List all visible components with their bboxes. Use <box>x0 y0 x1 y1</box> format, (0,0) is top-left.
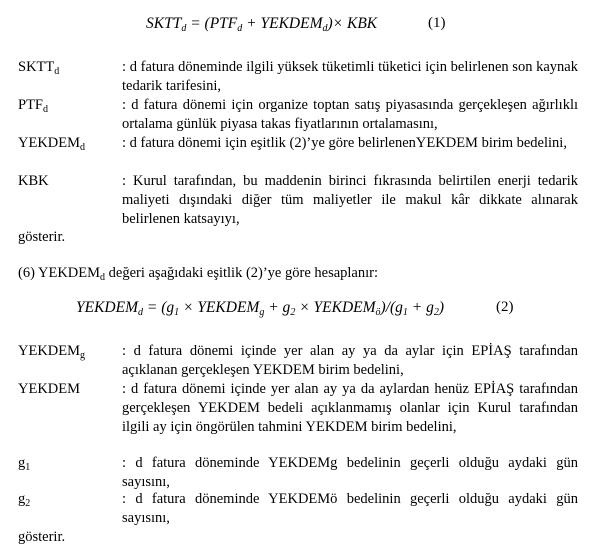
equation-1-number: (1) <box>428 15 446 31</box>
definition-text: : d fatura döneminde YEKDEMö bedelinin geçerli olduğu aydaki gün sayısını, <box>122 491 578 526</box>
definition-text: : d fatura dönemi için organize toptan satış piyasasında gerçekleşen ağırlıklı ortalama günlük piyasa takas fiyatlarının ortalamasını, <box>122 97 578 132</box>
definition-term: $g_2$ <box>18 491 31 509</box>
definition-text: : d fatura döneminde ilgili yüksek tüketimli tüketici için belirlenen son kaynak tedarik tarifesini, <box>122 59 578 94</box>
definition-term: $PTF_d$ <box>18 97 48 115</box>
definition-text: : d fatura dönemi için eşitlik (2)’ye göre belirlenenYEKDEM birim bedelini, <box>122 135 567 151</box>
paragraph-6: (6) $YEKDEM_d$ değeri aşağıdaki eşitlik (2)’ye göre hesaplanır: <box>18 265 378 283</box>
definition-term: $SKTT_d$ <box>18 59 60 77</box>
definition-term: YEKDEM <box>18 381 81 397</box>
equation-2-number: (2) <box>496 299 514 315</box>
definition-text: : d fatura döneminde YEKDEMg bedelinin geçerli olduğu aydaki gün sayısını, <box>122 455 578 490</box>
definition-text: : d fatura dönemi içinde yer alan ay ya da aylar için EPİAŞ tarafından açıklanan gerçekleşen YEKDEM birim bedelini, <box>122 343 578 378</box>
definition-term: $YEKDEM_g$ <box>18 343 86 361</box>
closing-text-2: gösterir. <box>18 529 66 545</box>
closing-text-1: gösterir. <box>18 229 66 245</box>
definition-term: $g_1$ <box>18 455 31 473</box>
definition-term: KBK <box>18 173 49 189</box>
definition-text: : Kurul tarafından, bu maddenin birinci fıkrasında belirtilen enerji tedarik maliyeti dışındaki diğer tüm maliyetler ile makul kâr dikkate alınarak belirlenen katsayıyı, <box>122 173 578 227</box>
definition-text: : d fatura dönemi içinde yer alan ay ya da aylardan henüz EPİAŞ tarafından gerçekleşen YEKDEM bedeli açıklanmamış olanlar için Kurul tarafından ilgili ay için öngörülen tahmini YEKDEM birim bedelini, <box>122 381 578 435</box>
definition-term: $YEKDEM_d$ <box>18 135 86 153</box>
document-page: $SKTT_d = (PTF_d$ + $YEKDEM_d)\times$ KBK (1) $SKTT_d$ : d fatura döneminde ilgili yüksek tüketimli tüketici için belirlenen son kaynak tedarik tarifesini, $PTF_d$ : d fatura dönemi için organize toptan satış piyasasında gerçekleşen ağırlıklı ortalama günlük piyasa takas fiyatlarının ortalamasını, $YEKDEM_d$ : d fatura dönemi için eşitlik (2)’ye göre belirlenenYEKDEM birim bedelini, KBK : Kurul tarafından, bu maddenin birinci fıkrasında belirtilen enerji tedarik maliyeti dışındaki diğer tüm maliyetler ile makul kâr dikkate alınarak belirlenen katsayıyı, gösterir. (6) $YEKDEM_d$ değeri aşağıdaki eşitlik (2)’ye göre hesaplanır: $YEKDEM_d = (g_1$ × $YEKDEM_g + g_2$ × $YEKDEM_ö)/(g_1 + g_2)$ (2) $YEKDEM_g$ : d fatura dönemi içinde yer alan ay ya da aylar için EPİAŞ tarafından açıklanan gerçekleşen YEKDEM birim bedelini, YEKDEM : d fatura dönemi içinde yer alan ay ya da aylardan henüz EPİAŞ tarafından gerçekleşen YEKDEM bedeli açıklanmamış olanlar için Kurul tarafından ilgili ay için öngörülen tahmini YEKDEM birim bedelini, $g_1$ : d fatura döneminde YEKDEMg bedelinin geçerli olduğu aydaki gün sayısını, $g_2$ : d fatura döneminde YEKDEMö bedelinin geçerli olduğu aydaki gün sayısını, gösterir. <box>18 15 578 545</box>
